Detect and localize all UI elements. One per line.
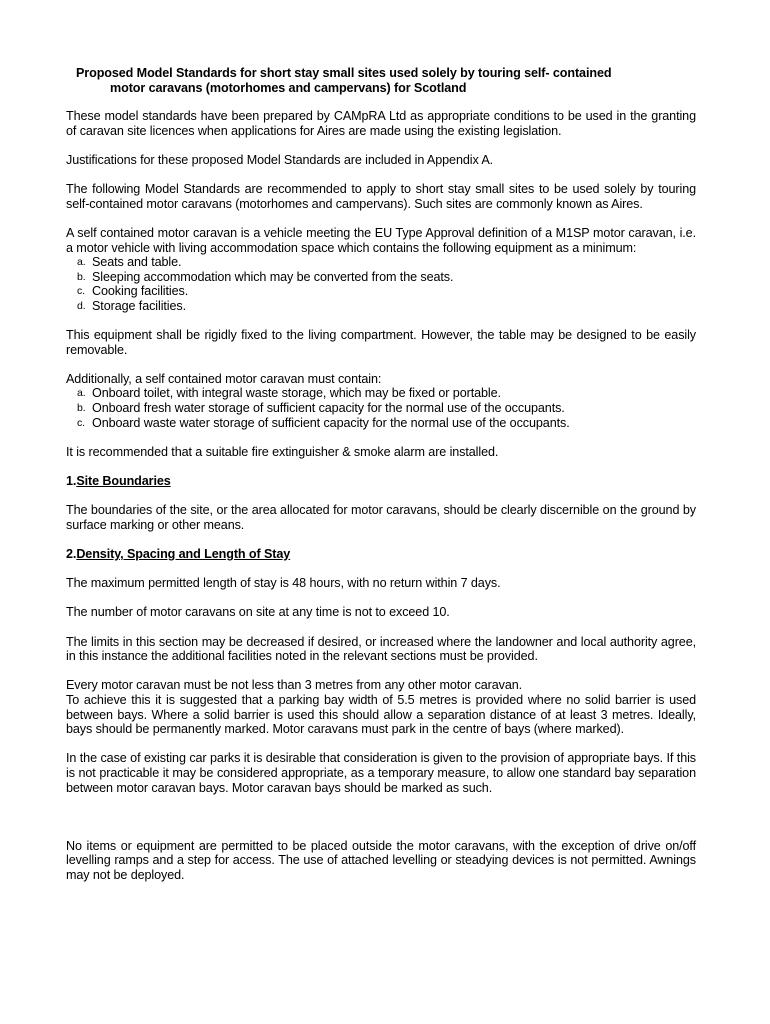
title-line-2: motor caravans (motorhomes and campervans) for Scotland — [110, 80, 467, 95]
section-1-text: The boundaries of the site, or the area allocated for motor caravans, should be clearly discernible on the ground by surface marking or other means. — [66, 503, 696, 532]
fixed-equipment-paragraph: This equipment shall be rigidly fixed to the living compartment. However, the table may be designed to be easily removable. — [66, 328, 696, 357]
spacing-line: Every motor caravan must be not less than 3 metres from any other motor caravan. — [66, 678, 523, 693]
document-page — [66, 66, 696, 897]
list-item: b. Onboard fresh water storage of sufficient capacity for the normal use of the occupants. — [77, 401, 565, 416]
list-item: c. Cooking facilities. — [77, 284, 189, 299]
list-item: a. Seats and table. — [77, 255, 182, 270]
definition-paragraph: A self contained motor caravan is a vehicle meeting the EU Type Approval definition of a M1SP motor caravan, i.e. a motor vehicle with living accommodation space which contains the following equipment as a minimum: — [66, 225, 696, 255]
equipment-list — [66, 255, 696, 313]
section-2-heading: 2.Density, Spacing and Length of Stay — [66, 547, 291, 561]
additional-list — [66, 386, 696, 430]
list-item: a. Onboard toilet, with integral waste storage, which may be fixed or portable. — [77, 386, 501, 401]
intro-paragraph-3: The following Model Standards are recommended to apply to short stay small sites to be used solely by touring self-contained motor caravans (motorhomes and campervans). Such sites are commonly known as Aires. — [66, 182, 696, 211]
list-item: d. Storage facilities. — [77, 298, 186, 313]
section-2-paragraph: The number of motor caravans on site at any time is not to exceed 10. — [66, 605, 450, 620]
additional-paragraph: Additionally, a self contained motor caravan must contain: — [66, 371, 382, 386]
list-item: b. Sleeping accommodation which may be converted from the seats. — [77, 269, 454, 284]
outside-items-paragraph: No items or equipment are permitted to be placed outside the motor caravans, with the exception of drive on/off levelling ramps and a step for access. The use of attached levelling or steadying devices is not permitted. Awnings may not be deployed. — [66, 838, 696, 882]
document-title — [66, 66, 696, 95]
intro-paragraph-1: These model standards have been prepared by CAMpRA Ltd as appropriate conditions to be used in the granting of caravan site licences when applications for Aires are made using the existing legislation. — [66, 109, 696, 138]
spacer — [66, 810, 696, 839]
section-2-paragraph: The maximum permitted length of stay is 48 hours, with no return within 7 days. — [66, 576, 501, 591]
section-1-heading: 1.Site Boundaries — [66, 474, 171, 489]
fire-extinguisher-paragraph: It is recommended that a suitable fire extinguisher & smoke alarm are installed. — [66, 444, 499, 459]
list-item: c. Onboard waste water storage of sufficient capacity for the normal use of the occupants. — [77, 415, 570, 430]
section-2-paragraph: The limits in this section may be decreased if desired, or increased where the landowner and local authority agree, in this instance the additional facilities noted in the relevant sections must be provided. — [66, 634, 696, 664]
car-parks-paragraph: In the case of existing car parks it is desirable that consideration is given to the provision of appropriate bays. If this is not practicable it may be considered appropriate, as a temporary measure, to allow one standard bay separation between motor caravan bays. Motor caravan bays should be marked as such. — [66, 751, 696, 795]
title-line-1: Proposed Model Standards for short stay small sites used solely by touring self- contained — [76, 66, 612, 80]
spacing-paragraph: To achieve this it is suggested that a parking bay width of 5.5 metres is provided where no solid barrier is used between bays. Where a solid barrier is used this should allow a separation distance of at least 3 metres. Ideally, bays should be permanently marked. Motor caravans must park in the centre of bays (where marked). — [66, 692, 696, 737]
intro-paragraph-2: Justifications for these proposed Model Standards are included in Appendix A. — [66, 152, 494, 167]
